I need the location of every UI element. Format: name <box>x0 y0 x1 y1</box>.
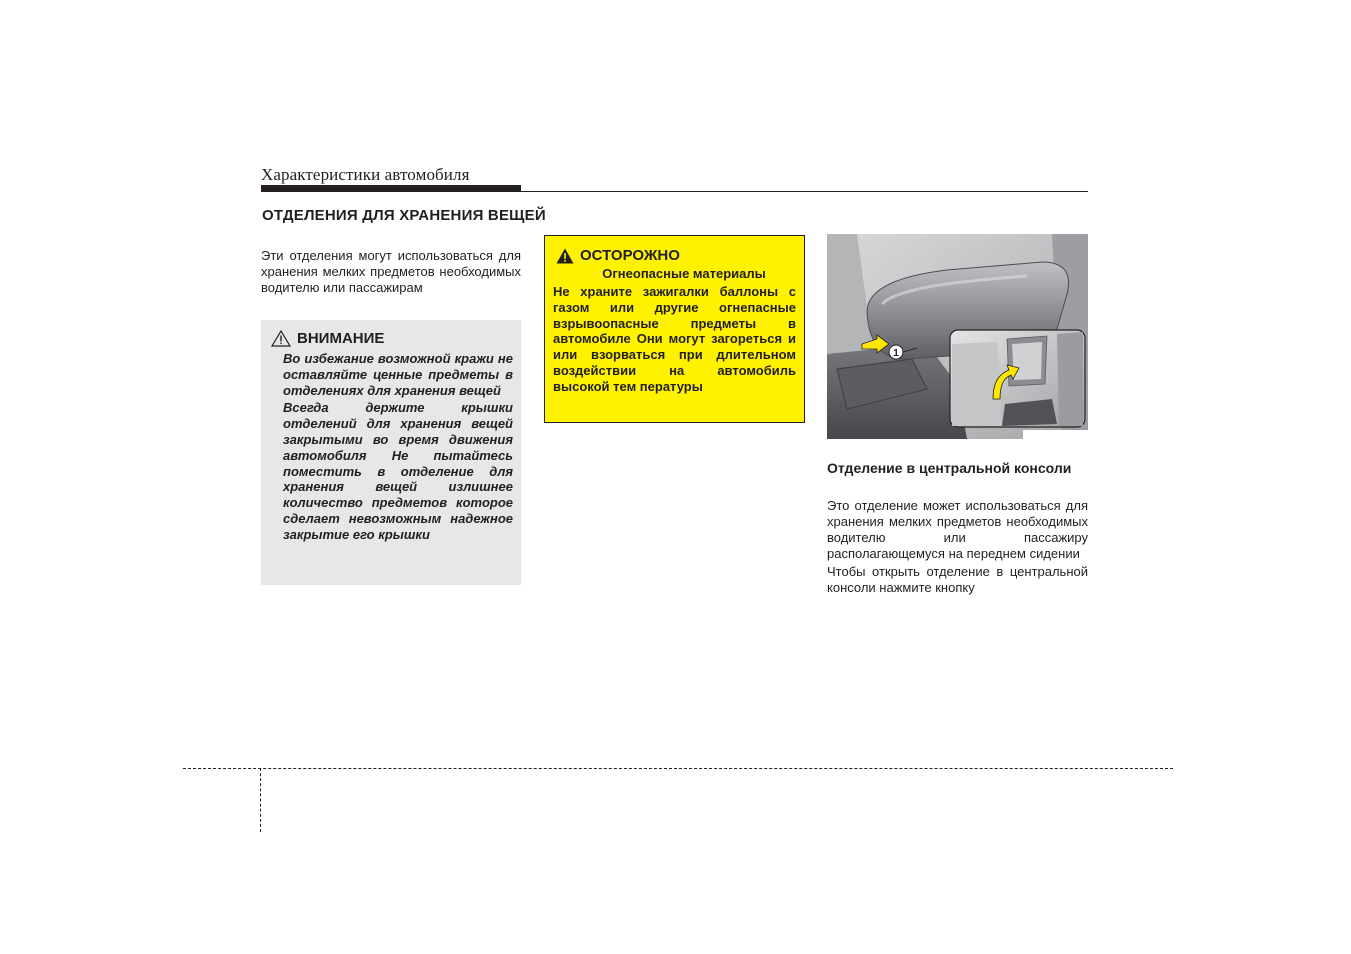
footer-dashed-rule <box>183 768 1173 769</box>
callout-number: 1 <box>893 348 899 359</box>
warning-subtitle: Огнеопасные материалы <box>602 266 766 281</box>
console-paragraph: Чтобы открыть отделение в центральной консоли нажмите кнопку <box>827 564 1088 595</box>
warning-outline-icon <box>271 330 291 347</box>
warning-box <box>544 235 805 423</box>
notice-box <box>261 320 521 585</box>
warning-title: ОСТОРОЖНО <box>580 247 680 264</box>
warning-text: Не храните зажигалки баллоны с газом или другие огнепасные взрывоопасные предметы в автомобиле Они могут загореться и или взорваться при длительном воздействии на автомобиль высокой тем пературы <box>553 284 796 394</box>
figure-code-area <box>1023 430 1088 439</box>
notice-heading <box>271 330 384 347</box>
console-paragraph: Это отделение может использоваться для хранения мелких предметов необходимых водителю или пассажиру располагающемуся на переднем сидении <box>827 498 1088 561</box>
notice-paragraph: Во избежание возможной кражи не оставляйте ценные предметы в отделениях для хранения вещей <box>283 351 513 398</box>
warning-filled-icon <box>556 248 574 264</box>
section-title: ОТДЕЛЕНИЯ ДЛЯ ХРАНЕНИЯ ВЕЩЕЙ <box>262 207 546 224</box>
console-photo <box>827 234 1088 439</box>
notice-text <box>283 351 513 545</box>
notice-paragraph: Всегда держите крышки отделений для хранения вещей закрытыми во время движения автомобиля Не пытайтесь поместить в отделение для хранения вещей излишнее количество предметов которое сделает невозможным надежное закрытие его крышки <box>283 400 513 542</box>
console-title: Отделение в центральной консоли <box>827 460 1072 476</box>
page-header-title: Характеристики автомобиля <box>261 165 470 184</box>
header-rule <box>261 191 1088 192</box>
intro-paragraph: Эти отделения могут использоваться для хранения мелких предметов необходимых водителю или пассажирам <box>261 248 521 295</box>
footer-dashed-margin <box>260 768 261 832</box>
console-text <box>827 498 1088 598</box>
warning-heading <box>556 247 680 264</box>
notice-title: ВНИМАНИЕ <box>297 330 385 347</box>
